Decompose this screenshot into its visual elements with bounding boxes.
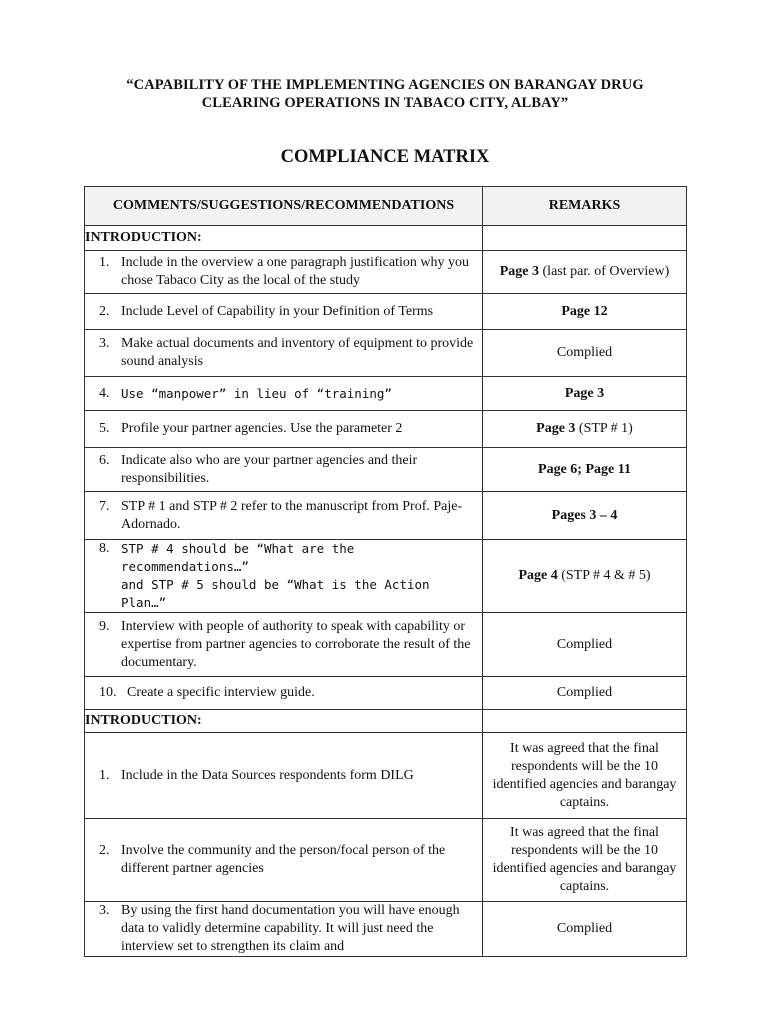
remark-cell xyxy=(483,448,687,492)
table-row xyxy=(85,677,687,710)
item-number: 2. xyxy=(99,843,110,858)
remark-page: Page 12 xyxy=(561,303,608,319)
item-text: Make actual documents and inventory of equipment to provide sound analysis xyxy=(121,336,474,369)
table-row xyxy=(85,251,687,294)
table-header-row xyxy=(85,187,687,226)
item-number: 4. xyxy=(99,385,110,401)
item-number: 10. xyxy=(99,685,117,700)
remark-note: (last par. of Overview) xyxy=(539,264,670,279)
remark-cell xyxy=(483,411,687,448)
item-number: 3. xyxy=(99,903,110,918)
section-label: INTRODUCTION: xyxy=(85,710,483,733)
section-row xyxy=(85,710,687,733)
matrix-title: COMPLIANCE MATRIX xyxy=(280,147,490,167)
item-text: Use “manpower” in lieu of “training” xyxy=(121,385,392,401)
item-number: 1. xyxy=(99,767,110,783)
item-text: Involve the community and the person/focal person of the different partner agencies xyxy=(121,843,446,876)
remark-page: Page 3 xyxy=(564,385,605,401)
item-text-line-2: and STP # 5 should be “What is the Action Plan…” xyxy=(121,577,430,610)
remark-cell xyxy=(483,377,687,411)
item-number: 7. xyxy=(99,498,110,514)
remark-cell: It was agreed that the final respondents will be the 10 identified agencies and barangay captains. xyxy=(483,733,687,819)
table-row xyxy=(85,819,687,902)
remark-cell xyxy=(483,294,687,330)
remark-cell xyxy=(483,251,687,294)
remark-page: Page 6; Page 11 xyxy=(538,461,631,477)
document-title-line-1: “CAPABILITY OF THE IMPLEMENTING AGENCIES ON BARANGAY DRUG xyxy=(126,77,644,93)
table-row xyxy=(85,330,687,377)
table-row xyxy=(85,613,687,677)
remark-cell xyxy=(483,540,687,613)
item-number: 8. xyxy=(99,541,110,556)
table-row xyxy=(85,411,687,448)
section-row xyxy=(85,226,687,251)
item-number: 3. xyxy=(99,336,110,351)
item-number: 9. xyxy=(99,618,110,634)
table-row xyxy=(85,294,687,330)
item-text: By using the first hand documentation you will have enough data to validly determine capability. It will just need the interview set to strengthen its claim and xyxy=(121,903,460,954)
item-text: Include Level of Capability in your Definition of Terms xyxy=(121,303,434,319)
table-row xyxy=(85,733,687,819)
section-label: INTRODUCTION: xyxy=(85,226,483,251)
remark-note: Complied xyxy=(556,636,613,652)
item-text-line-1: STP # 4 should be “What are the recommendations…” xyxy=(121,541,355,574)
remark-cell xyxy=(483,330,687,377)
remark-page: Page 3 xyxy=(499,264,540,279)
header-remarks: REMARKS xyxy=(483,187,687,226)
remark-cell: Complied xyxy=(483,902,687,957)
item-text: Include in the overview a one paragraph justification why you chose Tabaco City as the local of the study xyxy=(121,255,469,288)
header-comments: COMMENTS/SUGGESTIONS/RECOMMENDATIONS xyxy=(85,187,483,226)
remark-note: Complied xyxy=(556,345,613,360)
table-row xyxy=(85,448,687,492)
item-text: Interview with people of authority to speak with capability or expertise from partner agencies to corroborate the result of the documentary. xyxy=(121,618,471,670)
item-text: STP # 1 and STP # 2 refer to the manuscript from Prof. Paje-Adornado. xyxy=(121,498,463,532)
remark-cell xyxy=(483,677,687,710)
item-number: 5. xyxy=(99,421,110,436)
document-title xyxy=(90,76,680,112)
remark-page: Page 3 xyxy=(536,421,576,436)
document-title-line-2: CLEARING OPERATIONS IN TABACO CITY, ALBAY” xyxy=(201,95,569,111)
item-text: Include in the Data Sources respondents form DILG xyxy=(121,767,414,783)
table-row xyxy=(85,492,687,540)
item-text: Profile your partner agencies. Use the parameter 2 xyxy=(121,421,403,436)
remark-page: Page 4 xyxy=(518,568,558,583)
remark-cell xyxy=(483,613,687,677)
compliance-matrix-table xyxy=(84,186,687,957)
remark-cell: It was agreed that the final respondents will be the 10 identified agencies and barangay captains. xyxy=(483,819,687,902)
table-row xyxy=(85,902,687,957)
remark-note: (STP # 4 & # 5) xyxy=(557,568,651,583)
remark-note: (STP # 1) xyxy=(575,421,633,436)
remark-note: Complied xyxy=(556,685,613,700)
item-text: Indicate also who are your partner agencies and their responsibilities. xyxy=(121,452,418,486)
item-number: 2. xyxy=(99,303,110,319)
item-text: Create a specific interview guide. xyxy=(127,685,315,700)
table-row xyxy=(85,377,687,411)
table-row xyxy=(85,540,687,613)
remark-cell xyxy=(483,492,687,540)
remark-page: Pages 3 – 4 xyxy=(551,507,618,523)
item-number: 1. xyxy=(99,255,110,270)
item-number: 6. xyxy=(99,452,110,468)
